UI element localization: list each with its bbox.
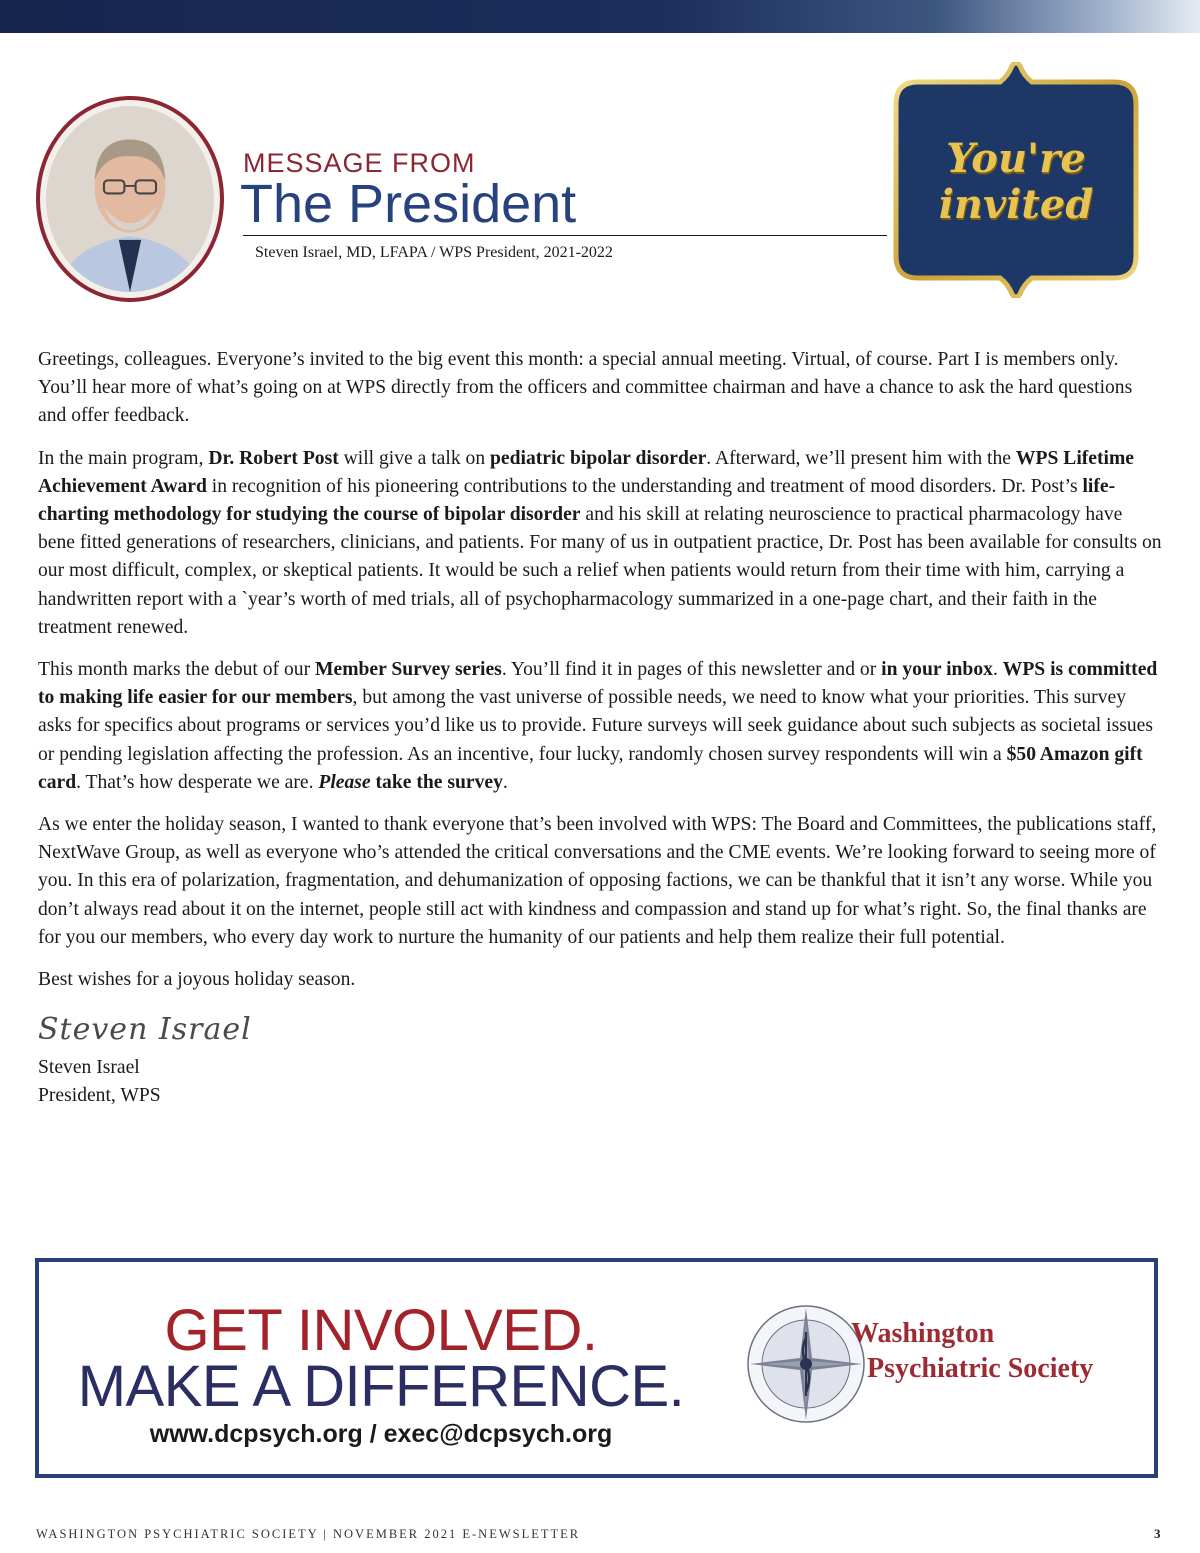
banner-headline-2: MAKE A DIFFERENCE. bbox=[77, 1354, 685, 1419]
portrait-photo bbox=[46, 106, 214, 292]
page-title: The President bbox=[240, 174, 577, 234]
invitation-badge bbox=[888, 62, 1144, 298]
invitation-line1: You're bbox=[946, 135, 1086, 182]
banner-headline-1: GET INVOLVED. bbox=[164, 1298, 598, 1363]
president-byline: Steven Israel, MD, LFAPA / WPS President, 2021-2022 bbox=[255, 244, 613, 261]
society-seal-logo bbox=[744, 1302, 868, 1426]
banner-contact-link[interactable]: www.dcpsych.org / exec@dcpsych.org bbox=[149, 1420, 613, 1448]
paragraph-1: Greetings, colleagues. Everyone’s invited to the big event this month: a special annual meeting. Virtual, of course. Part I is members only. You’ll hear more of what’s going on at WPS directly from the officers and committee chairman and have a chance to ask the hard questions and offer feedback. bbox=[38, 349, 1133, 427]
handwritten-signature: Steven Israel bbox=[38, 1012, 252, 1048]
get-involved-banner bbox=[35, 1258, 1158, 1478]
paragraph-4: As we enter the holiday season, I wanted to thank everyone that’s been involved with WPS: The Board and Committees, the publications staff, NextWave Group, as well as everyone who’s attended the critical conversations and the CME events. We’re looking forward to seeing more of you. In this era of polarization, fragmentation, and dehumanization of opposing factions, we can be thankful that it isn’t any worse. While you don’t always read about it on the internet, people still act with kindness and compassion and stand up for what’s right. So, the final thanks are for you our members, who every day work to nurture the humanity of our patients and help them realize their full potential. bbox=[38, 814, 1157, 948]
president-portrait bbox=[36, 96, 224, 302]
signatory-title: President, WPS bbox=[38, 1085, 161, 1107]
invitation-line2: invited bbox=[938, 181, 1094, 228]
signatory-name: Steven Israel bbox=[38, 1057, 140, 1079]
org-name-line2: Psychiatric Society bbox=[867, 1353, 1094, 1384]
letter-body bbox=[38, 346, 1162, 1110]
org-name-line1: Washington bbox=[851, 1318, 995, 1349]
header-kicker: MESSAGE FROM bbox=[243, 148, 476, 178]
paragraph-2: In the main program, Dr. Robert Post will give a talk on pediatric bipolar disorder. Afterward, we’ll present him with the WPS Lifetime Achievement Award in recognition of his pioneering contributions to the understanding and treatment of mood disorders. Dr. Post’s life-charting methodology for studying the course of bipolar disorder and his skill at relating neuroscience to practical pharmacology have bene fitted generations of researchers, clinicians, and patients. For many of us in outpatient practice, Dr. Post has been available for consults on our most difficult, complex, or skeptical patients. It would be such a relief when patients would return from their time with him, carrying a handwritten report with a `year’s worth of med trials, all of psychopharmacology summarized in a one-page chart, and their faith in the treatment renewed. bbox=[38, 447, 1162, 638]
page-number: 3 bbox=[1154, 1526, 1161, 1541]
header-divider bbox=[243, 235, 887, 236]
closing-line: Best wishes for a joyous holiday season. bbox=[38, 969, 356, 991]
footer-publication: WASHINGTON PSYCHIATRIC SOCIETY | NOVEMBER 2021 E-NEWSLETTER bbox=[36, 1527, 581, 1541]
paragraph-3: This month marks the debut of our Member Survey series. You’ll find it in pages of this newsletter and or in your inbox. WPS is committed to making life easier for our members, but among the vast universe of possible needs, we need to know what your priorities. This survey asks for specifics about programs or services you’d like us to provide. Future surveys will seek guidance about such subjects as societal issues or pending legislation affecting the profession. As an incentive, four lucky, randomly chosen survey respondents will win a $50 Amazon gift card. That’s how desperate we are. Please take the survey. bbox=[38, 659, 1158, 793]
top-gradient-bar bbox=[0, 0, 1200, 33]
